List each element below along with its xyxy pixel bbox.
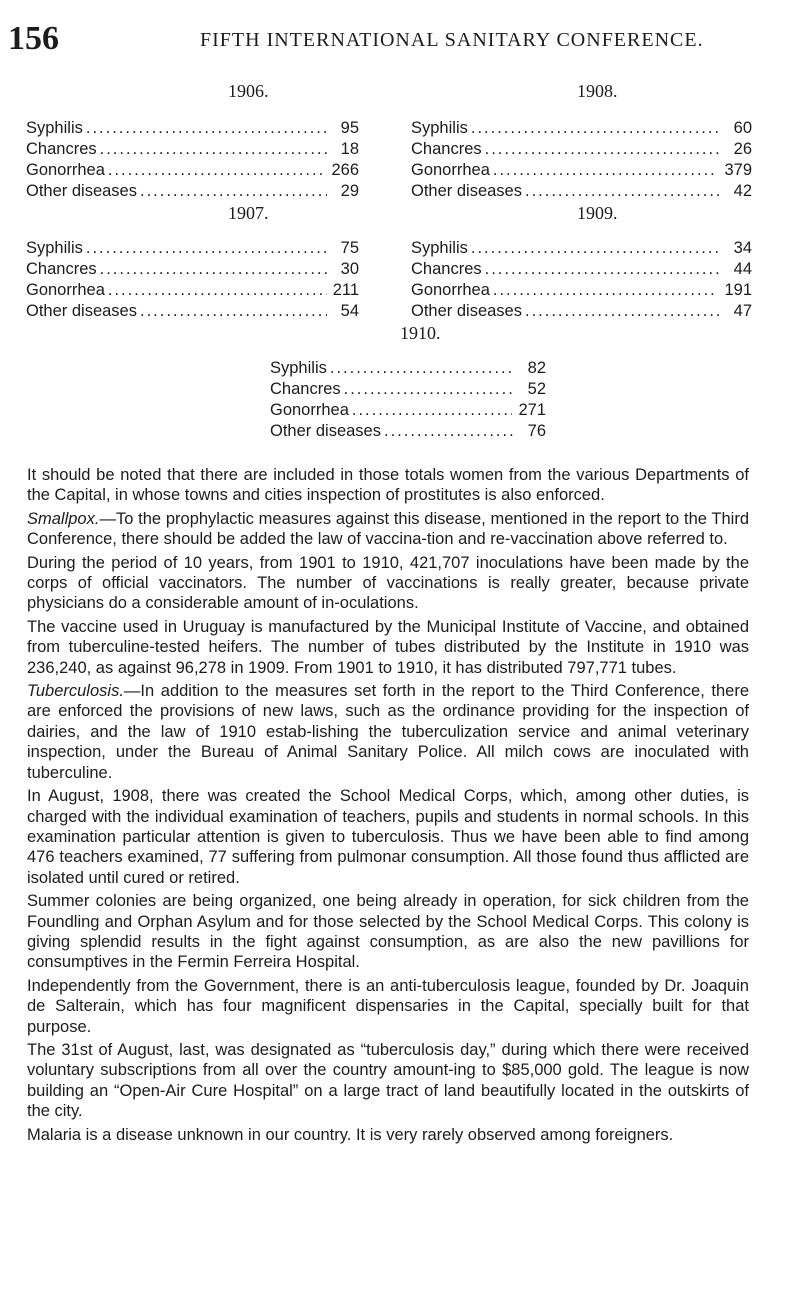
table-year-1909: 1909. <box>577 203 618 223</box>
page-number: 156 <box>8 20 59 57</box>
table-row <box>411 181 752 202</box>
row-label: Syphilis <box>411 239 468 257</box>
paragraph <box>27 976 749 1037</box>
row-value: 82 <box>527 359 546 377</box>
table-row <box>411 280 752 301</box>
row-label: Gonorrhea <box>26 281 105 299</box>
row-value: 34 <box>733 239 752 257</box>
row-value: 30 <box>340 260 359 278</box>
row-label: Chancres <box>411 260 482 278</box>
table-row <box>26 238 359 259</box>
body-text <box>27 465 749 1148</box>
row-label: Syphilis <box>26 119 83 137</box>
table-row <box>270 421 546 442</box>
table-row <box>411 160 752 181</box>
table-row <box>26 181 359 202</box>
table-row <box>26 160 359 181</box>
row-label: Chancres <box>411 140 482 158</box>
row-value: 18 <box>340 140 359 158</box>
row-label: Gonorrhea <box>411 281 490 299</box>
table-row <box>26 301 359 322</box>
row-label: Chancres <box>26 260 97 278</box>
paragraph <box>27 553 749 614</box>
stats-table-1907 <box>26 238 359 322</box>
table-year-1907: 1907. <box>228 203 269 223</box>
paragraph <box>27 891 749 973</box>
row-value: 75 <box>340 239 359 257</box>
row-value: 379 <box>724 161 752 179</box>
row-value: 76 <box>527 422 546 440</box>
paragraph-text: —In addition to the measures set forth in the report to the Third Conference, there are enforced the provisions of new laws, such as the ordinance providing for the inspection of dairies, and the law of 1910 estab-lishing the tuberculization service and animal veterinary inspection, under the Bureau of Animal Sanitary Police. All milch cows are inoculated with tuberculine. <box>27 682 749 782</box>
table-row <box>411 139 752 160</box>
row-value: 271 <box>518 401 546 419</box>
table-row <box>270 400 546 421</box>
table-row <box>26 280 359 301</box>
row-value: 266 <box>331 161 359 179</box>
row-value: 47 <box>733 302 752 320</box>
row-value: 52 <box>527 380 546 398</box>
paragraph <box>27 1040 749 1122</box>
paragraph-text: Summer colonies are being organized, one being already in operation, for sick children from the Foundling and Orphan Asylum and for those selected by the School Medical Corps. This colony is giving splendid results in the fight against consumption, as are also the new pavillions for consumptives in the Fermin Ferreira Hospital. <box>27 892 749 972</box>
row-value: 191 <box>724 281 752 299</box>
table-row <box>26 139 359 160</box>
stats-table-1908 <box>411 118 752 202</box>
table-row <box>26 259 359 280</box>
row-label: Syphilis <box>270 359 327 377</box>
row-value: 29 <box>340 182 359 200</box>
table-row <box>411 259 752 280</box>
table-row <box>270 379 546 400</box>
paragraph-lead: Tuberculosis. <box>27 682 124 701</box>
table-row <box>26 118 359 139</box>
paragraph <box>27 465 749 506</box>
row-value: 54 <box>340 302 359 320</box>
paragraph-text: The 31st of August, last, was designated as “tuberculosis day,” during which there were received voluntary subscriptions from all over the country amount-ing to $85,000 gold. The league is now building an “Open-Air Cure Hospital” on a large tract of land beautifully located in the outskirts of the city. <box>27 1040 749 1121</box>
row-label: Syphilis <box>411 119 468 137</box>
stats-table-1906 <box>26 118 359 202</box>
paragraph <box>27 509 749 550</box>
row-label: Other diseases <box>411 182 522 200</box>
row-label: Gonorrhea <box>270 401 349 419</box>
row-value: 42 <box>733 182 752 200</box>
paragraph-lead: Smallpox. <box>27 509 100 528</box>
stats-table-1909 <box>411 238 752 322</box>
paragraph <box>27 1125 749 1145</box>
paragraph-text: Malaria is a disease unknown in our country. It is very rarely observed among foreigners. <box>27 1125 674 1144</box>
paragraph-text: During the period of 10 years, from 1901 to 1910, 421,707 inoculations have been made by the corps of official vaccinators. The number of vaccinations is really greater, because private physicians do a considerable amount of in-oculations. <box>27 553 749 613</box>
table-row <box>411 238 752 259</box>
paragraph-text: Independently from the Government, there is an anti-tuberculosis league, founded by Dr. Joaquin de Salterain, which has four magnificent dispensaries in the Capital, specially built for that purpose. <box>27 976 749 1036</box>
row-label: Gonorrhea <box>411 161 490 179</box>
row-label: Gonorrhea <box>26 161 105 179</box>
row-label: Syphilis <box>26 239 83 257</box>
row-label: Other diseases <box>270 422 381 440</box>
table-row <box>270 358 546 379</box>
row-value: 60 <box>733 119 752 137</box>
paragraph-text: The vaccine used in Uruguay is manufactured by the Municipal Institute of Vaccine, and obtained from tuberculine-tested heifers. The number of tubes distributed by the Institute in 1910 was 236,240, as against 96,278 in 1909. From 1901 to 1910, it has distributed 797,771 tubes. <box>27 617 749 677</box>
stats-table-1910 <box>270 358 546 442</box>
row-label: Other diseases <box>26 302 137 320</box>
paragraph <box>27 681 749 783</box>
table-row <box>411 301 752 322</box>
row-label: Other diseases <box>411 302 522 320</box>
paragraph <box>27 786 749 888</box>
row-value: 26 <box>733 140 752 158</box>
table-year-1908: 1908. <box>577 81 618 101</box>
row-label: Chancres <box>270 380 341 398</box>
table-row <box>411 118 752 139</box>
running-title: FIFTH INTERNATIONAL SANITARY CONFERENCE. <box>200 29 704 51</box>
row-value: 95 <box>340 119 359 137</box>
paragraph-text: It should be noted that there are included in those totals women from the various Departments of the Capital, in whose towns and cities inspection of prostitutes is also enforced. <box>27 466 749 505</box>
table-year-1910: 1910. <box>400 323 441 343</box>
paragraph-text: In August, 1908, there was created the School Medical Corps, which, among other duties, is charged with the individual examination of teachers, pupils and students in normal schools. In this examination particular attention is given to tuberculosis. Thus we have been able to find among 476 teachers examined, 77 suffering from pulmonar consumption. All those found thus afflicted are isolated until cured or retired. <box>27 787 749 887</box>
row-label: Chancres <box>26 140 97 158</box>
row-value: 44 <box>733 260 752 278</box>
paragraph <box>27 617 749 678</box>
paragraph-text: —To the prophylactic measures against this disease, mentioned in the report to the Third Conference, there should be added the law of vaccina-tion and re-vaccination above referred to. <box>27 509 749 549</box>
table-year-1906: 1906. <box>228 81 269 101</box>
row-label: Other diseases <box>26 182 137 200</box>
row-value: 211 <box>332 281 359 299</box>
